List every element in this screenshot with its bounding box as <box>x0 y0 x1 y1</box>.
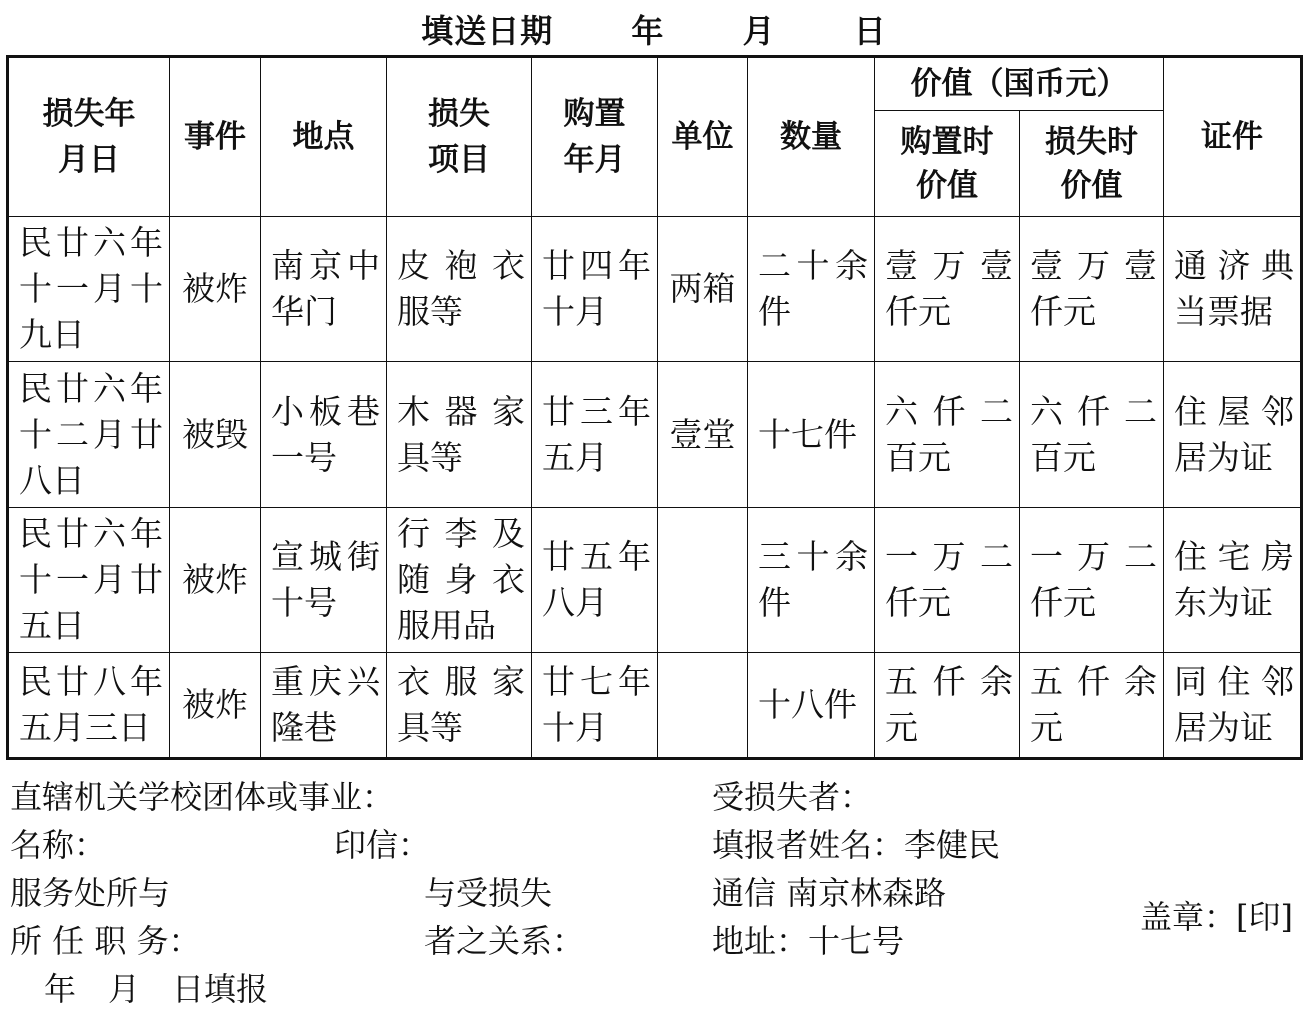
cell-item: 衣服家具等 <box>387 652 532 758</box>
cell-value-loss: 六仟二百元 <box>1020 362 1164 507</box>
cell-value-loss: 一万二仟元 <box>1020 507 1164 652</box>
cell-quantity: 三十余件 <box>748 507 875 652</box>
cell-purchase-date: 廿五年八月 <box>532 507 658 652</box>
table-row <box>8 652 1302 758</box>
report-date-line: 填送日期 年 月 日 <box>421 12 887 50</box>
col-header-item: 损失 项目 <box>387 57 532 217</box>
address-label-1: 通信 南京林森路 <box>712 874 947 912</box>
cell-loss-date: 民廿八年五月三日 <box>8 652 170 758</box>
cell-purchase-date: 廿三年五月 <box>532 362 658 507</box>
cell-purchase-date: 廿七年十月 <box>532 652 658 758</box>
cell-item: 皮袍衣服等 <box>387 217 532 362</box>
table-row <box>8 217 1302 362</box>
cell-value-purchase: 壹万壹仟元 <box>875 217 1020 362</box>
col-header-proof: 证件 <box>1164 57 1302 217</box>
cell-quantity: 二十余件 <box>748 217 875 362</box>
cell-item: 木器家具等 <box>387 362 532 507</box>
relation-label-2: 者之关系： <box>424 922 585 960</box>
cell-loss-date: 民廿六年十一月廿五日 <box>8 507 170 652</box>
cell-place: 宣城街十号 <box>261 507 387 652</box>
loss-table <box>6 55 1303 760</box>
reporter-label: 填报者姓名：李健民 <box>712 826 1001 864</box>
cell-proof: 通济典当票据 <box>1164 217 1302 362</box>
cell-value-purchase: 五仟余元 <box>875 652 1020 758</box>
col-header-quantity: 数量 <box>748 57 875 217</box>
col-header-loss-date: 损失年 月日 <box>8 57 170 217</box>
cell-purchase-date: 廿四年十月 <box>532 217 658 362</box>
org-label: 直辖机关学校团体或事业： <box>10 778 395 816</box>
cell-event: 被毁 <box>170 362 261 507</box>
cell-place: 小板巷一号 <box>261 362 387 507</box>
name-label: 名称： <box>10 826 107 864</box>
stamp-label: 盖章：[印] <box>1140 898 1293 936</box>
duty-label: 所 任 职 务： <box>10 922 201 960</box>
office-label: 服务处所与 <box>10 874 171 912</box>
col-header-unit: 单位 <box>658 57 748 217</box>
col-header-event: 事件 <box>170 57 261 217</box>
cell-unit <box>658 507 748 652</box>
cell-loss-date: 民廿六年十一月十九日 <box>8 217 170 362</box>
relation-label-1: 与受损失 <box>424 874 553 912</box>
address-label-2: 地址：十七号 <box>712 922 905 960</box>
table-row <box>8 362 1302 507</box>
cell-value-purchase: 六仟二百元 <box>875 362 1020 507</box>
cell-item: 行李及随身衣服用品 <box>387 507 532 652</box>
cell-proof: 住宅房东为证 <box>1164 507 1302 652</box>
col-header-value-purchase: 购置时 价值 <box>875 111 1020 217</box>
cell-event: 被炸 <box>170 652 261 758</box>
cell-unit <box>658 652 748 758</box>
victim-label: 受损失者： <box>712 778 873 816</box>
cell-value-purchase: 一万二仟元 <box>875 507 1020 652</box>
date-filled: 年 月 日填报 <box>44 970 269 1008</box>
cell-quantity: 十七件 <box>748 362 875 507</box>
cell-loss-date: 民廿六年十二月廿八日 <box>8 362 170 507</box>
cell-event: 被炸 <box>170 507 261 652</box>
cell-event: 被炸 <box>170 217 261 362</box>
col-header-purchase-date: 购置 年月 <box>532 57 658 217</box>
cell-value-loss: 壹万壹仟元 <box>1020 217 1164 362</box>
cell-proof: 住屋邻居为证 <box>1164 362 1302 507</box>
cell-unit: 壹堂 <box>658 362 748 507</box>
col-header-value-loss: 损失时 价值 <box>1020 111 1164 217</box>
cell-unit: 两箱 <box>658 217 748 362</box>
cell-place: 南京中华门 <box>261 217 387 362</box>
col-header-value-group: 价值（国币元） <box>875 57 1164 111</box>
col-header-place: 地点 <box>261 57 387 217</box>
cell-proof: 同住邻居为证 <box>1164 652 1302 758</box>
cell-value-loss: 五仟余元 <box>1020 652 1164 758</box>
cell-quantity: 十八件 <box>748 652 875 758</box>
cell-place: 重庆兴隆巷 <box>261 652 387 758</box>
seal-label: 印信： <box>334 826 431 864</box>
table-row <box>8 507 1302 652</box>
